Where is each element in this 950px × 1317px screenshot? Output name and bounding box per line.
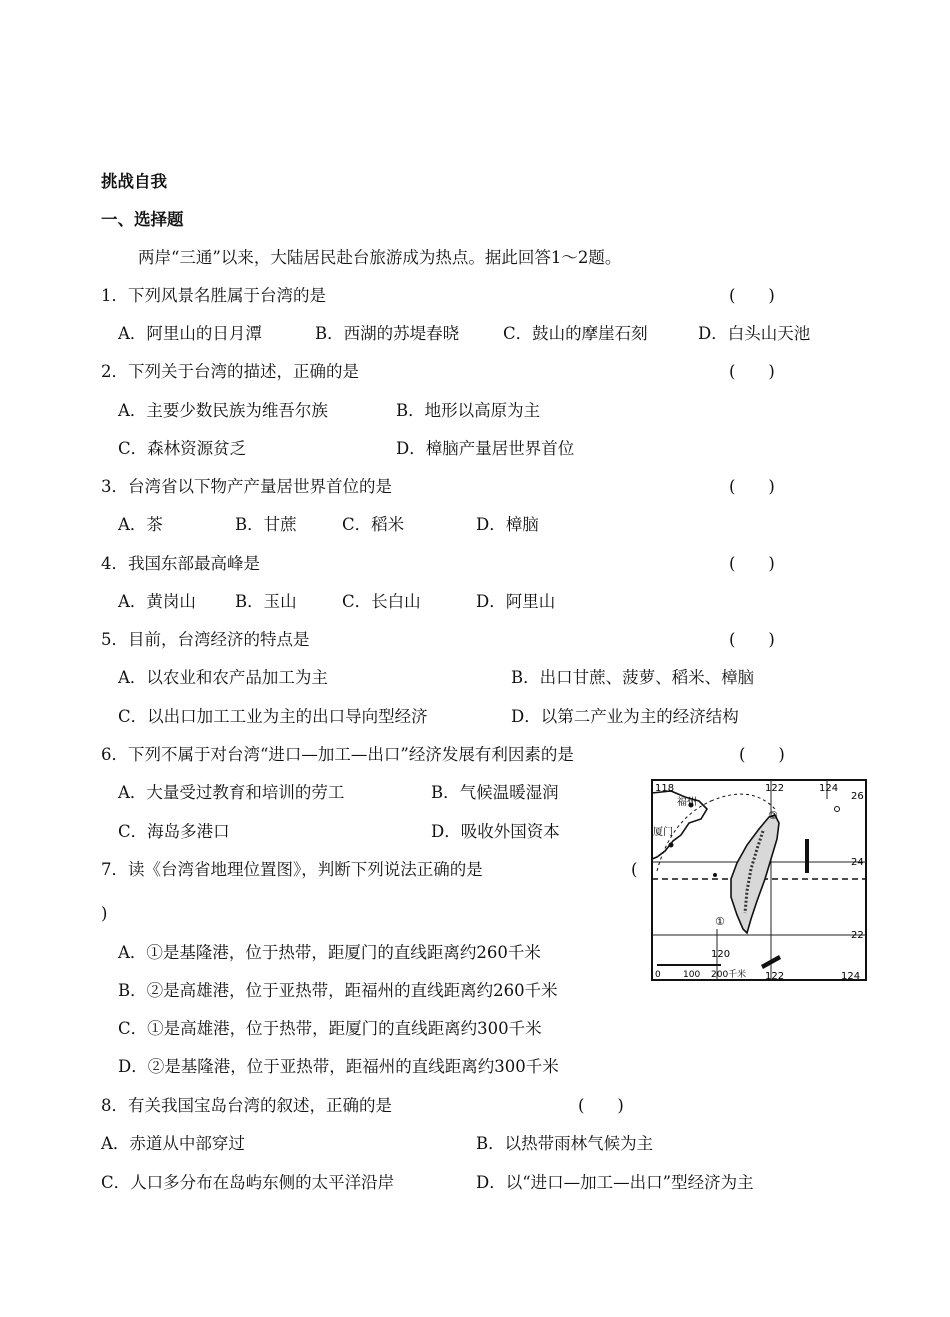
q4-answer-blank: ( ) (729, 554, 775, 573)
city-label-fuzhou: 福州 (677, 797, 697, 808)
q8-answer-blank: ( ) (578, 1096, 624, 1115)
q7-stem: 7．读《台湾省地理位置图》，判断下列说法正确的是 (101, 860, 483, 879)
q3-answer-blank: ( ) (729, 477, 775, 496)
q8-option-c: C．人口多分布在岛屿东侧的太平洋沿岸 (101, 1173, 395, 1192)
q8-option-d: D．以“进口—加工—出口”型经济为主 (476, 1173, 754, 1192)
lon-label-120: 120 (711, 949, 731, 960)
port-marker-2: ② (768, 809, 778, 822)
q1-option-c: C．鼓山的摩崖石刻 (503, 324, 648, 343)
q3-stem: 3．台湾省以下物产产量居世界首位的是 (101, 477, 392, 496)
lat-label-26: 26 (851, 791, 864, 802)
q5-option-a: A．以农业和农产品加工为主 (118, 668, 328, 687)
scale-label-100: 100 (683, 970, 701, 980)
q7-option-c: C．①是高雄港，位于热带，距厦门的直线距离约300千米 (118, 1019, 542, 1038)
lon-label-122-bottom: 122 (765, 971, 785, 981)
q6-answer-blank: ( ) (739, 745, 785, 764)
q4-option-a: A．黄岗山 (118, 592, 196, 611)
q5-option-b: B．出口甘蔗、菠萝、稻米、樟脑 (511, 668, 755, 687)
q2-stem: 2．下列关于台湾的描述，正确的是 (101, 362, 359, 381)
q8-stem: 8．有关我国宝岛台湾的叙述，正确的是 (101, 1096, 392, 1115)
lat-label-24: 24 (851, 857, 864, 868)
penghu-island-dot (713, 873, 717, 877)
q4-stem: 4．我国东部最高峰是 (101, 554, 260, 573)
q6-option-d: D．吸收外国资本 (431, 822, 560, 841)
q6-option-c: C．海岛多港口 (118, 822, 230, 841)
lon-label-118: 118 (655, 783, 675, 794)
q6-option-a: A．大量受过教育和培训的劳工 (118, 783, 345, 802)
taiwan-location-map (651, 779, 867, 981)
q4-option-c: C．长白山 (342, 592, 421, 611)
q7-option-b: B．②是高雄港，位于亚热带，距福州的直线距离约260千米 (118, 981, 558, 1000)
q3-option-d: D．樟脑 (476, 515, 539, 534)
q3-option-c: C．稻米 (342, 515, 405, 534)
q3-option-b: B．甘蔗 (235, 515, 297, 534)
q2-option-b: B．地形以高原为主 (396, 401, 541, 420)
q5-option-c: C．以出口加工工业为主的出口导向型经济 (118, 707, 428, 726)
q7-paren-close: ) (101, 904, 108, 923)
q2-option-a: A．主要少数民族为维吾尔族 (118, 401, 328, 420)
lon-label-122-top: 122 (765, 783, 785, 794)
xiamen-city-dot (669, 843, 674, 848)
lon-label-124-bottom: 124 (841, 971, 861, 981)
q1-answer-blank: ( ) (729, 286, 775, 305)
q5-stem: 5．目前，台湾经济的特点是 (101, 630, 310, 649)
q2-option-c: C．森林资源贫乏 (118, 439, 247, 458)
lat-label-22: 22 (851, 930, 864, 941)
q7-option-d: D．②是基隆港，位于亚热带，距福州的直线距离约300千米 (118, 1057, 559, 1076)
q8-option-b: B．以热带雨林气候为主 (476, 1134, 654, 1153)
q5-answer-blank: ( ) (729, 630, 775, 649)
section-title: 挑战自我 (101, 172, 167, 191)
part-title: 一、选择题 (101, 210, 184, 229)
q7-option-a: A．①是基隆港，位于热带，距厦门的直线距离约260千米 (118, 943, 541, 962)
q4-option-d: D．阿里山 (476, 592, 556, 611)
port-marker-1: ① (715, 915, 725, 928)
q5-option-d: D．以第二产业为主的经济结构 (511, 707, 739, 726)
q4-option-b: B．玉山 (235, 592, 297, 611)
q1-option-a: A．阿里山的日月潭 (118, 324, 262, 343)
q6-option-b: B．气候温暖湿润 (431, 783, 559, 802)
q6-stem: 6．下列不属于对台湾“进口—加工—出口”经济发展有利因素的是 (101, 745, 574, 764)
intro-text: 两岸“三通”以来，大陆居民赴台旅游成为热点。据此回答1～2题。 (138, 248, 622, 267)
q2-option-d: D．樟脑产量居世界首位 (396, 439, 575, 458)
q1-option-b: B．西湖的苏堤春晓 (315, 324, 460, 343)
scale-label-200km: 200千米 (711, 970, 747, 980)
green-island-mark (805, 839, 809, 873)
scale-label-0: 0 (655, 970, 661, 980)
q7-paren-open: ( (631, 860, 638, 879)
q3-option-a: A．茶 (118, 515, 163, 534)
lon-label-124-top: 124 (819, 783, 839, 794)
q1-option-d: D．白头山天池 (698, 324, 811, 343)
q8-option-a: A．赤道从中部穿过 (101, 1134, 245, 1153)
city-label-xiamen: 厦门 (653, 827, 673, 838)
q1-stem: 1．下列风景名胜属于台湾的是 (101, 286, 326, 305)
q2-answer-blank: ( ) (729, 362, 775, 381)
